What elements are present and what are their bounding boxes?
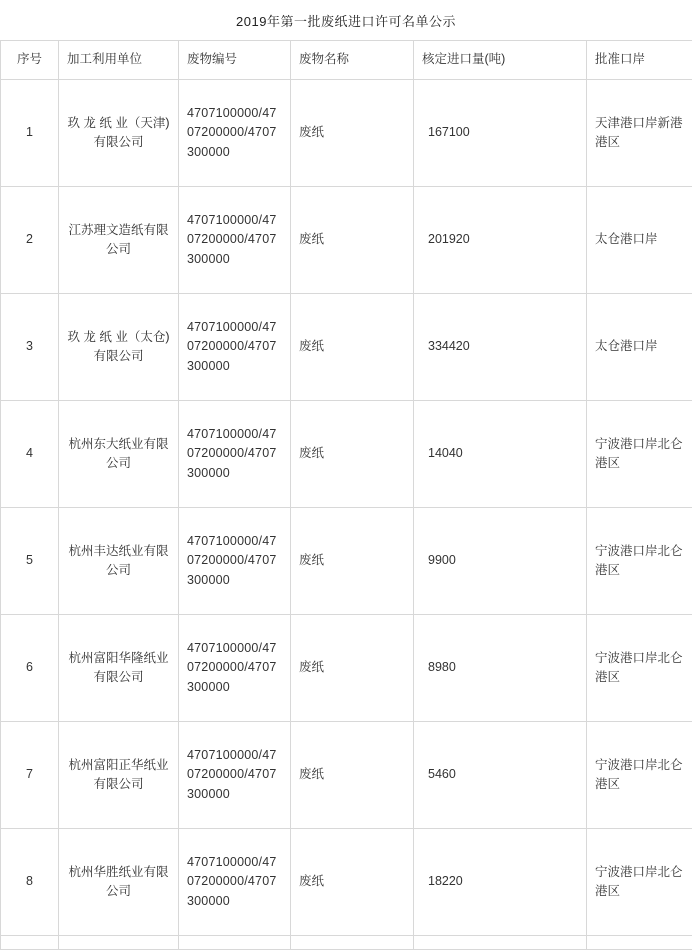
cell-amount: 334420	[414, 294, 587, 401]
header-index: 序号	[1, 41, 59, 80]
cell-unit	[59, 936, 179, 950]
table-row	[1, 829, 692, 936]
cell-unit: 杭州丰达纸业有限公司	[59, 508, 179, 615]
cell-code: 4707100000/4707200000/4707300000	[179, 508, 291, 615]
cell-index	[1, 936, 59, 950]
table-row	[1, 294, 692, 401]
table-body	[1, 80, 692, 950]
cell-port: 宁波港口岸北仑港区	[587, 615, 692, 722]
table-row	[1, 508, 692, 615]
cell-amount: 9900	[414, 508, 587, 615]
cell-port	[587, 936, 692, 950]
cell-name	[291, 936, 414, 950]
cell-code	[179, 936, 291, 950]
import-permit-table	[0, 40, 692, 950]
cell-code: 4707100000/4707200000/4707300000	[179, 401, 291, 508]
cell-unit: 杭州华胜纸业有限公司	[59, 829, 179, 936]
cell-unit: 杭州东大纸业有限公司	[59, 401, 179, 508]
cell-amount: 5460	[414, 722, 587, 829]
cell-amount: 201920	[414, 187, 587, 294]
table-row	[1, 80, 692, 187]
header-code: 废物编号	[179, 41, 291, 80]
cell-amount: 167100	[414, 80, 587, 187]
cell-amount: 8980	[414, 615, 587, 722]
cell-port: 宁波港口岸北仑港区	[587, 401, 692, 508]
cell-name: 废纸	[291, 80, 414, 187]
cell-index: 5	[1, 508, 59, 615]
cell-code: 4707100000/4707200000/4707300000	[179, 294, 291, 401]
header-name: 废物名称	[291, 41, 414, 80]
cell-code: 4707100000/4707200000/4707300000	[179, 829, 291, 936]
cell-port: 宁波港口岸北仑港区	[587, 508, 692, 615]
cell-amount: 14040	[414, 401, 587, 508]
header-amount: 核定进口量(吨)	[414, 41, 587, 80]
cell-code: 4707100000/4707200000/4707300000	[179, 722, 291, 829]
cell-name: 废纸	[291, 187, 414, 294]
cell-code: 4707100000/4707200000/4707300000	[179, 615, 291, 722]
cell-name: 废纸	[291, 294, 414, 401]
table-row	[1, 401, 692, 508]
cell-port: 太仓港口岸	[587, 294, 692, 401]
cell-code: 4707100000/4707200000/4707300000	[179, 80, 291, 187]
cell-index: 6	[1, 615, 59, 722]
cell-code: 4707100000/4707200000/4707300000	[179, 187, 291, 294]
cell-index: 4	[1, 401, 59, 508]
cell-name: 废纸	[291, 508, 414, 615]
cell-name: 废纸	[291, 722, 414, 829]
header-port: 批准口岸	[587, 41, 692, 80]
page-title: 2019年第一批废纸进口许可名单公示	[0, 0, 692, 40]
table-header	[1, 41, 692, 80]
cell-name: 废纸	[291, 401, 414, 508]
cell-index: 7	[1, 722, 59, 829]
table-header-row	[1, 41, 692, 80]
header-unit: 加工利用单位	[59, 41, 179, 80]
cell-port: 宁波港口岸北仑港区	[587, 722, 692, 829]
cell-port: 天津港口岸新港港区	[587, 80, 692, 187]
cell-port: 太仓港口岸	[587, 187, 692, 294]
cell-unit: 杭州富阳华隆纸业有限公司	[59, 615, 179, 722]
cell-amount	[414, 936, 587, 950]
table-row-partial	[1, 936, 692, 950]
cell-amount: 18220	[414, 829, 587, 936]
cell-index: 2	[1, 187, 59, 294]
table-row	[1, 187, 692, 294]
cell-unit: 玖 龙 纸 业（天津)有限公司	[59, 80, 179, 187]
cell-index: 8	[1, 829, 59, 936]
cell-unit: 杭州富阳正华纸业有限公司	[59, 722, 179, 829]
cell-name: 废纸	[291, 829, 414, 936]
cell-index: 3	[1, 294, 59, 401]
cell-unit: 玖 龙 纸 业（太仓)有限公司	[59, 294, 179, 401]
table-row	[1, 722, 692, 829]
cell-index: 1	[1, 80, 59, 187]
table-row	[1, 615, 692, 722]
cell-unit: 江苏理文造纸有限公司	[59, 187, 179, 294]
cell-name: 废纸	[291, 615, 414, 722]
cell-port: 宁波港口岸北仑港区	[587, 829, 692, 936]
